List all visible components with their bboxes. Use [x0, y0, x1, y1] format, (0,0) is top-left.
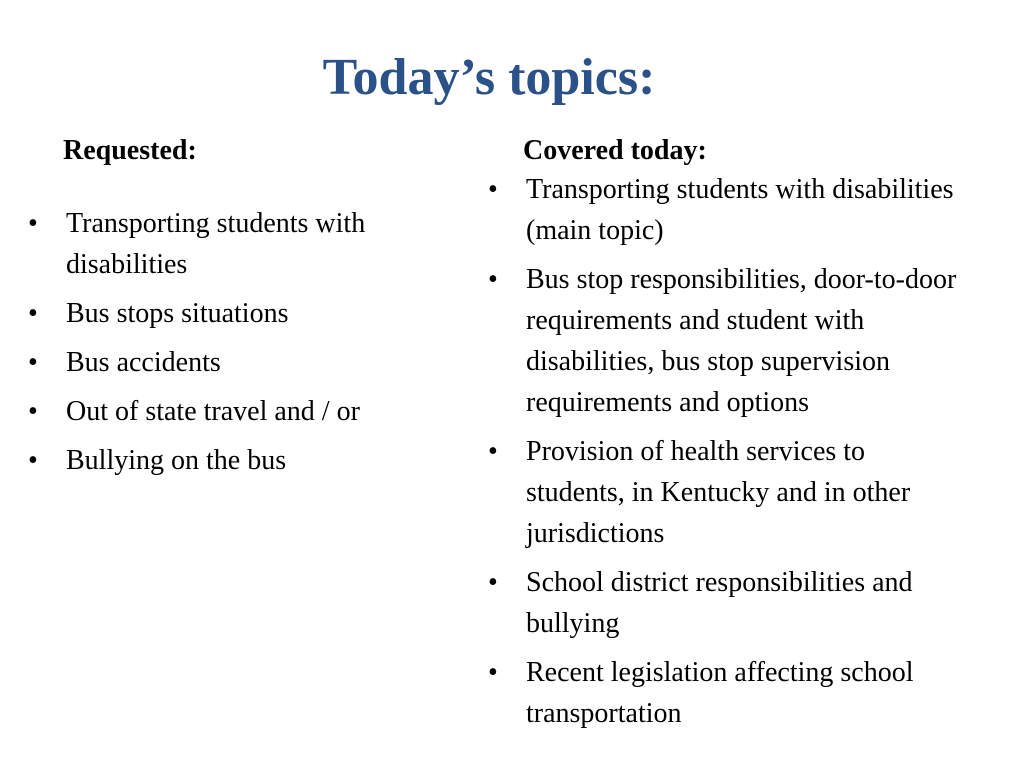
list-item [488, 652, 958, 734]
covered-today-list [488, 169, 958, 742]
requested-heading: Requested: [63, 135, 197, 166]
list-item-text: Bus accidents [66, 347, 221, 378]
list-item-text: Bullying on the bus [66, 445, 287, 476]
list-item [28, 293, 458, 334]
list-item [28, 342, 458, 383]
covered-today-heading: Covered today: [523, 135, 707, 166]
list-item-text: Bus stop responsibilities, door-to-door requirements and student with disabilities, bus stop supervision requirements and options [526, 264, 957, 418]
requested-list [28, 203, 458, 489]
list-item [488, 431, 958, 554]
bullet-icon: • [28, 396, 38, 427]
list-item [488, 562, 958, 644]
bullet-icon: • [28, 445, 38, 476]
bullet-icon: • [28, 298, 38, 329]
list-item [28, 203, 458, 285]
bullet-icon: • [488, 174, 498, 205]
list-item-text: Out of state travel and / or [66, 396, 360, 427]
bullet-icon: • [28, 347, 38, 378]
bullet-icon: • [488, 567, 498, 598]
list-item [28, 391, 458, 432]
bullet-icon: • [488, 657, 498, 688]
list-item-text: Transporting students with disabilities [66, 208, 366, 280]
list-item [488, 169, 958, 251]
bullet-icon: • [488, 436, 498, 467]
list-item-text: School district responsibilities and bullying [526, 567, 913, 639]
list-item-text: Recent legislation affecting school transportation [526, 657, 914, 729]
list-item-text: Bus stops situations [66, 298, 289, 329]
list-item-text: Transporting students with disabilities (main topic) [526, 174, 954, 246]
bullet-icon: • [488, 264, 498, 295]
list-item [28, 440, 458, 481]
list-item-text: Provision of health services to students, in Kentucky and in other jurisdictions [526, 436, 911, 549]
list-item [488, 259, 958, 423]
slide-title: Today’s topics: [322, 49, 656, 106]
bullet-icon: • [28, 208, 38, 239]
